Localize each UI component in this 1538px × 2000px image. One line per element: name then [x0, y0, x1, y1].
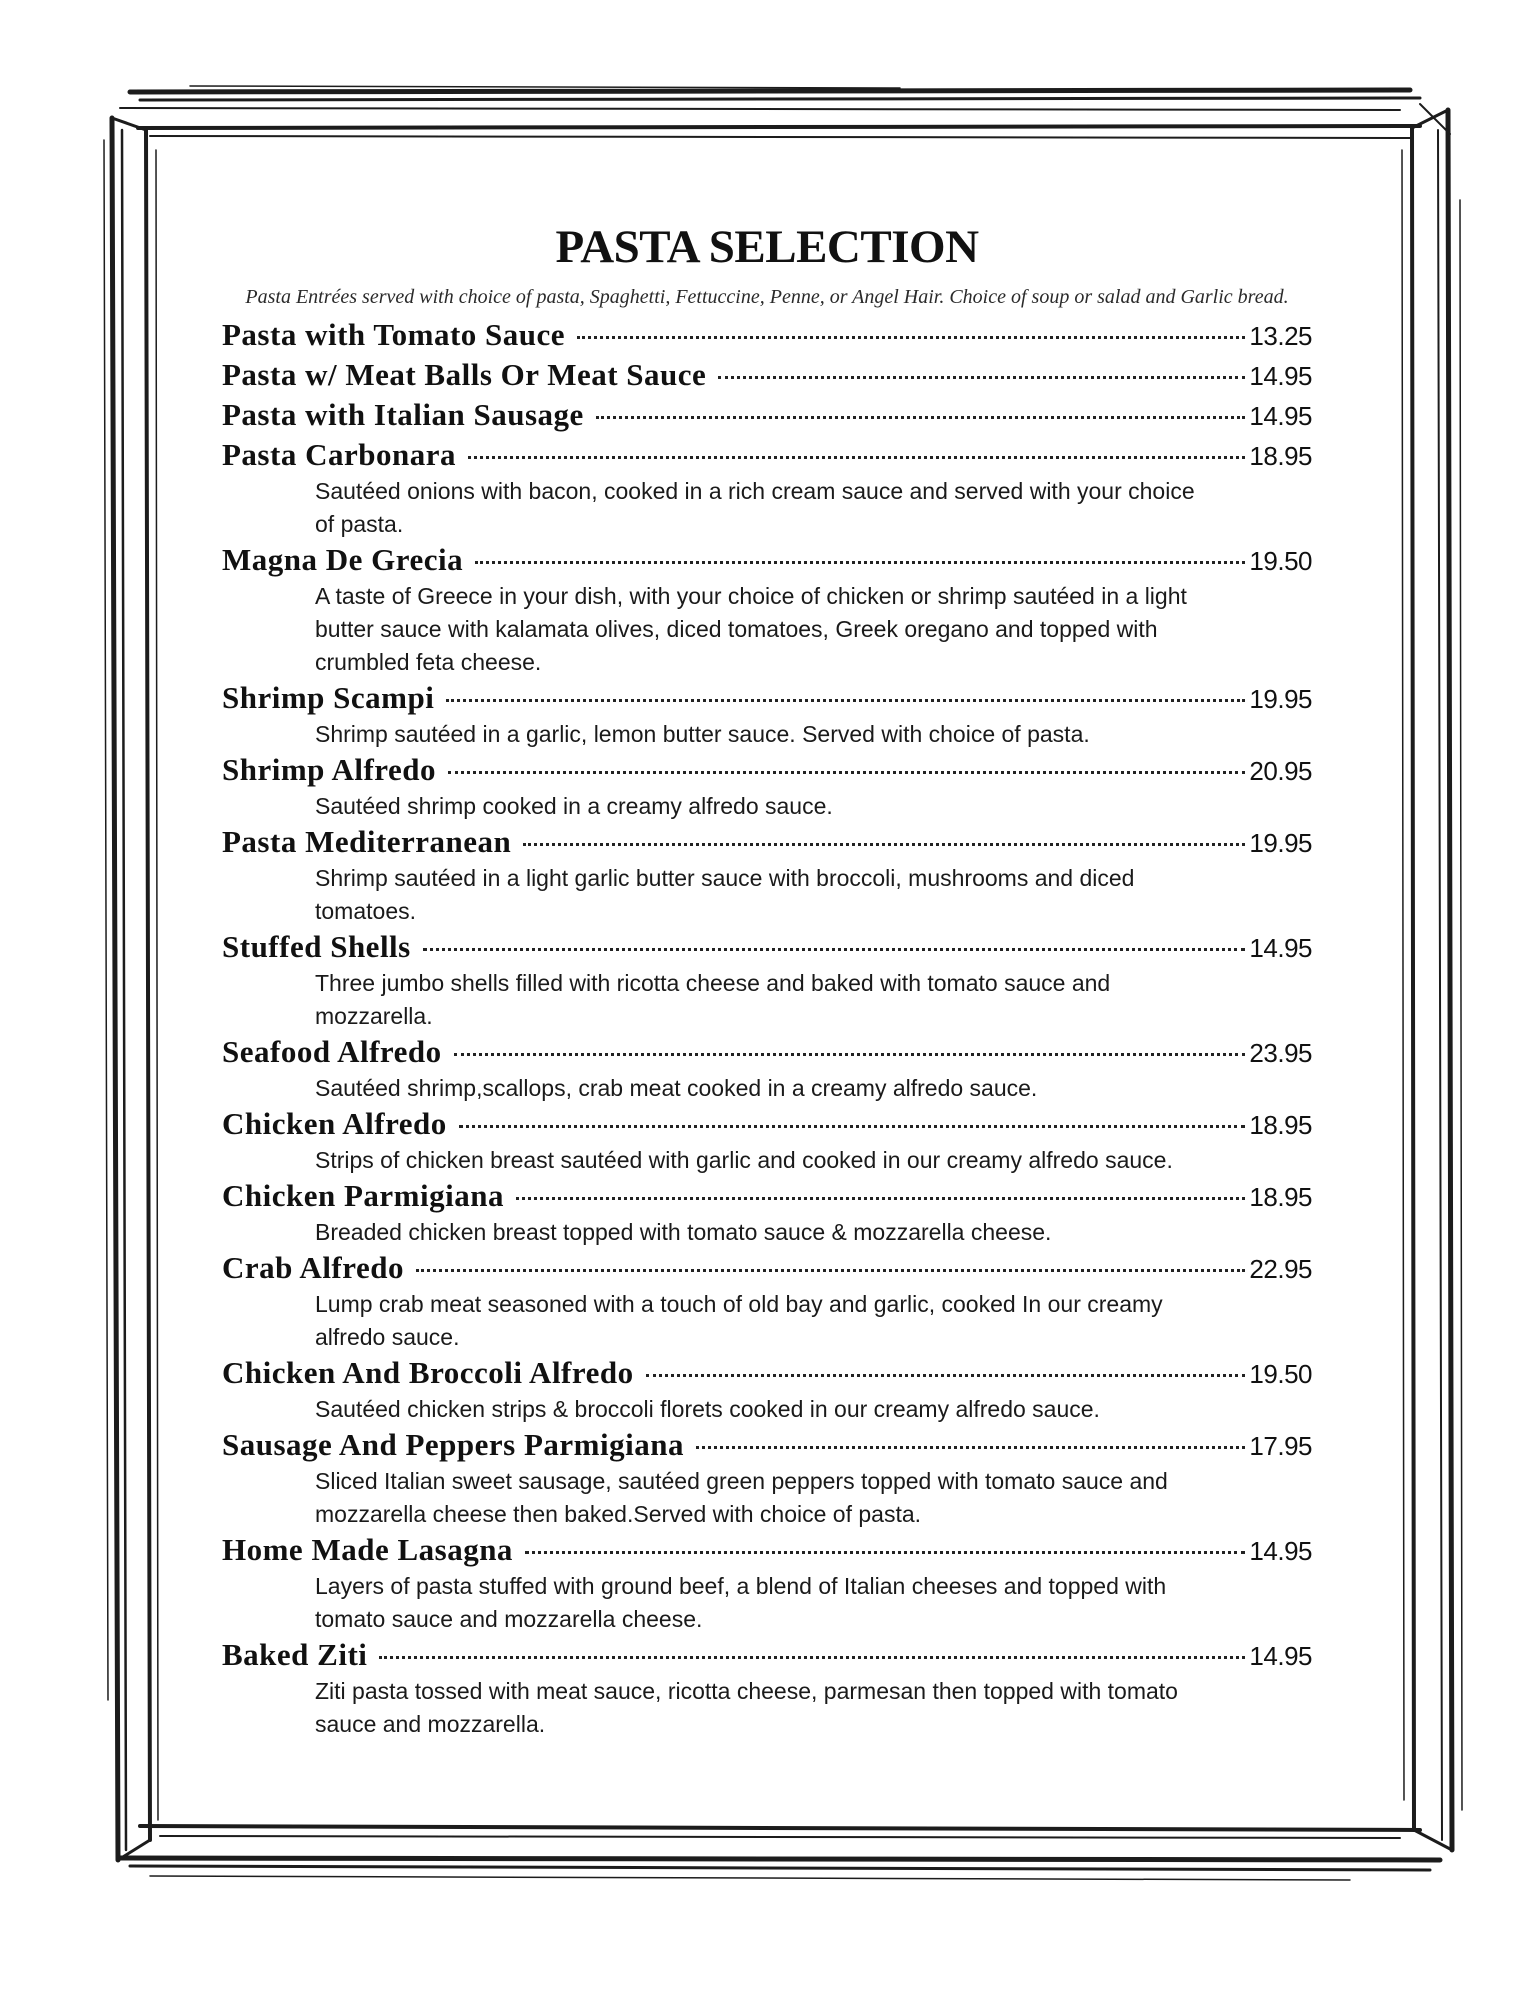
menu-item	[222, 1250, 1312, 1354]
dotted-leader	[577, 336, 1245, 339]
menu-item	[222, 752, 1312, 823]
menu-item-name: Chicken And Broccoli Alfredo	[222, 1355, 634, 1390]
dotted-leader	[646, 1374, 1246, 1377]
menu-item-row	[222, 1250, 1312, 1290]
dotted-leader	[379, 1656, 1245, 1659]
menu-item-name: Chicken Alfredo	[222, 1106, 447, 1141]
menu-item	[222, 1427, 1312, 1531]
menu-item-name: Pasta with Tomato Sauce	[222, 317, 566, 352]
menu-item-description: Sautéed shrimp,scallops, crab meat cooked in a creamy alfredo sauce.	[315, 1075, 1038, 1101]
menu-item-name: Baked Ziti	[222, 1637, 368, 1672]
menu-item-description: Sautéed onions with bacon, cooked in a rich cream sauce and served with your choice of pasta.	[315, 478, 1195, 537]
menu-item-price: 19.50	[1249, 546, 1312, 576]
menu-item-description: Sliced Italian sweet sausage, sautéed green peppers topped with tomato sauce and mozzarella cheese then baked.Served with choice of pasta.	[315, 1468, 1168, 1527]
menu-item-price: 22.95	[1249, 1254, 1312, 1284]
menu-item-row	[222, 929, 1312, 969]
menu-item-row	[222, 1355, 1312, 1395]
menu-item-description: Three jumbo shells filled with ricotta cheese and baked with tomato sauce and mozzarella.	[315, 970, 1111, 1029]
dotted-leader	[475, 561, 1245, 564]
menu-item	[222, 1034, 1312, 1105]
menu-item-price: 18.95	[1249, 441, 1312, 471]
menu-item	[222, 317, 1312, 357]
dotted-leader	[454, 1053, 1246, 1056]
menu-item-row	[222, 357, 1312, 397]
menu-item-price: 20.95	[1249, 756, 1312, 786]
menu-item-price: 18.95	[1249, 1182, 1312, 1212]
menu-item-price: 18.95	[1249, 1110, 1312, 1140]
menu-item-list	[222, 317, 1312, 1741]
menu-item-price: 14.95	[1249, 401, 1312, 431]
menu-item-row	[222, 752, 1312, 792]
menu-item-row	[222, 437, 1312, 477]
menu-content	[222, 220, 1312, 1742]
menu-item	[222, 1106, 1312, 1177]
menu-item-price: 14.95	[1249, 933, 1312, 963]
menu-item	[222, 680, 1312, 751]
menu-item-name: Home Made Lasagna	[222, 1532, 513, 1567]
dotted-leader	[448, 771, 1245, 774]
menu-item	[222, 357, 1312, 397]
menu-item	[222, 1178, 1312, 1249]
menu-item-description: Shrimp sautéed in a light garlic butter sauce with broccoli, mushrooms and diced tomatoes.	[315, 865, 1135, 924]
menu-item	[222, 824, 1312, 928]
menu-item-description: Sautéed chicken strips & broccoli florets cooked in our creamy alfredo sauce.	[315, 1396, 1100, 1422]
dotted-leader	[696, 1446, 1245, 1449]
menu-item-price: 19.50	[1249, 1359, 1312, 1389]
menu-item-price: 14.95	[1249, 361, 1312, 391]
menu-item-description: Breaded chicken breast topped with tomato sauce & mozzarella cheese.	[315, 1219, 1052, 1245]
dotted-leader	[416, 1269, 1245, 1272]
menu-item-name: Shrimp Alfredo	[222, 752, 436, 787]
menu-item-price: 23.95	[1249, 1038, 1312, 1068]
dotted-leader	[446, 699, 1245, 702]
menu-item-description: Sautéed shrimp cooked in a creamy alfredo sauce.	[315, 793, 833, 819]
menu-item-name: Seafood Alfredo	[222, 1034, 442, 1069]
menu-item	[222, 929, 1312, 1033]
menu-item	[222, 1532, 1312, 1636]
dotted-leader	[459, 1125, 1246, 1128]
dotted-leader	[423, 948, 1246, 951]
menu-item-row	[222, 542, 1312, 582]
menu-item	[222, 437, 1312, 541]
menu-item-price: 19.95	[1249, 684, 1312, 714]
dotted-leader	[523, 843, 1245, 846]
menu-item-name: Pasta Mediterranean	[222, 824, 512, 859]
menu-item-name: Pasta Carbonara	[222, 437, 456, 472]
menu-item-name: Magna De Grecia	[222, 542, 464, 577]
menu-item-description: Layers of pasta stuffed with ground beef, a blend of Italian cheeses and topped with tomato sauce and mozzarella cheese.	[315, 1573, 1167, 1632]
menu-item-name: Stuffed Shells	[222, 929, 411, 964]
menu-item-price: 19.95	[1249, 828, 1312, 858]
menu-item	[222, 1355, 1312, 1426]
dotted-leader	[596, 416, 1246, 419]
menu-item-description: Shrimp sautéed in a garlic, lemon butter sauce. Served with choice of pasta.	[315, 721, 1090, 747]
menu-item-name: Crab Alfredo	[222, 1250, 404, 1285]
menu-item-row	[222, 1106, 1312, 1146]
menu-item-description: A taste of Greece in your dish, with your choice of chicken or shrimp sautéed in a light butter sauce with kalamata olives, diced tomatoes, Greek oregano and topped with crumbled feta cheese.	[315, 583, 1187, 675]
menu-item-row	[222, 397, 1312, 437]
dotted-leader	[516, 1197, 1245, 1200]
menu-subtitle: Pasta Entrées served with choice of pasta, Spaghetti, Fettuccine, Penne, or Angel Hair. Choice of soup or salad and Garlic bread.	[245, 286, 1289, 308]
dotted-leader	[718, 376, 1245, 379]
menu-item-description: Ziti pasta tossed with meat sauce, ricotta cheese, parmesan then topped with tomato sauce and mozzarella.	[315, 1678, 1178, 1737]
menu-item-row	[222, 1178, 1312, 1218]
menu-item	[222, 542, 1312, 679]
menu-item-price: 14.95	[1249, 1536, 1312, 1566]
dotted-leader	[468, 456, 1245, 459]
menu-item-price: 13.25	[1249, 321, 1312, 351]
menu-item-row	[222, 1532, 1312, 1572]
menu-item-description: Strips of chicken breast sautéed with garlic and cooked in our creamy alfredo sauce.	[315, 1147, 1173, 1173]
menu-item-name: Sausage And Peppers Parmigiana	[222, 1427, 684, 1462]
menu-item-description: Lump crab meat seasoned with a touch of old bay and garlic, cooked In our creamy alfredo sauce.	[315, 1291, 1163, 1350]
menu-item-row	[222, 317, 1312, 357]
menu-item-name: Chicken Parmigiana	[222, 1178, 504, 1213]
menu-item-row	[222, 1034, 1312, 1074]
menu-item-row	[222, 680, 1312, 720]
menu-item	[222, 397, 1312, 437]
page-title: PASTA SELECTION	[555, 221, 979, 273]
menu-item-name: Pasta with Italian Sausage	[222, 397, 584, 432]
menu-item-row	[222, 1637, 1312, 1677]
menu-item-name: Pasta w/ Meat Balls Or Meat Sauce	[222, 357, 707, 392]
menu-item-name: Shrimp Scampi	[222, 680, 435, 715]
menu-item-row	[222, 824, 1312, 864]
menu-item-row	[222, 1427, 1312, 1467]
dotted-leader	[525, 1551, 1245, 1554]
menu-item-price: 17.95	[1249, 1431, 1312, 1461]
menu-item	[222, 1637, 1312, 1741]
menu-item-price: 14.95	[1249, 1641, 1312, 1671]
